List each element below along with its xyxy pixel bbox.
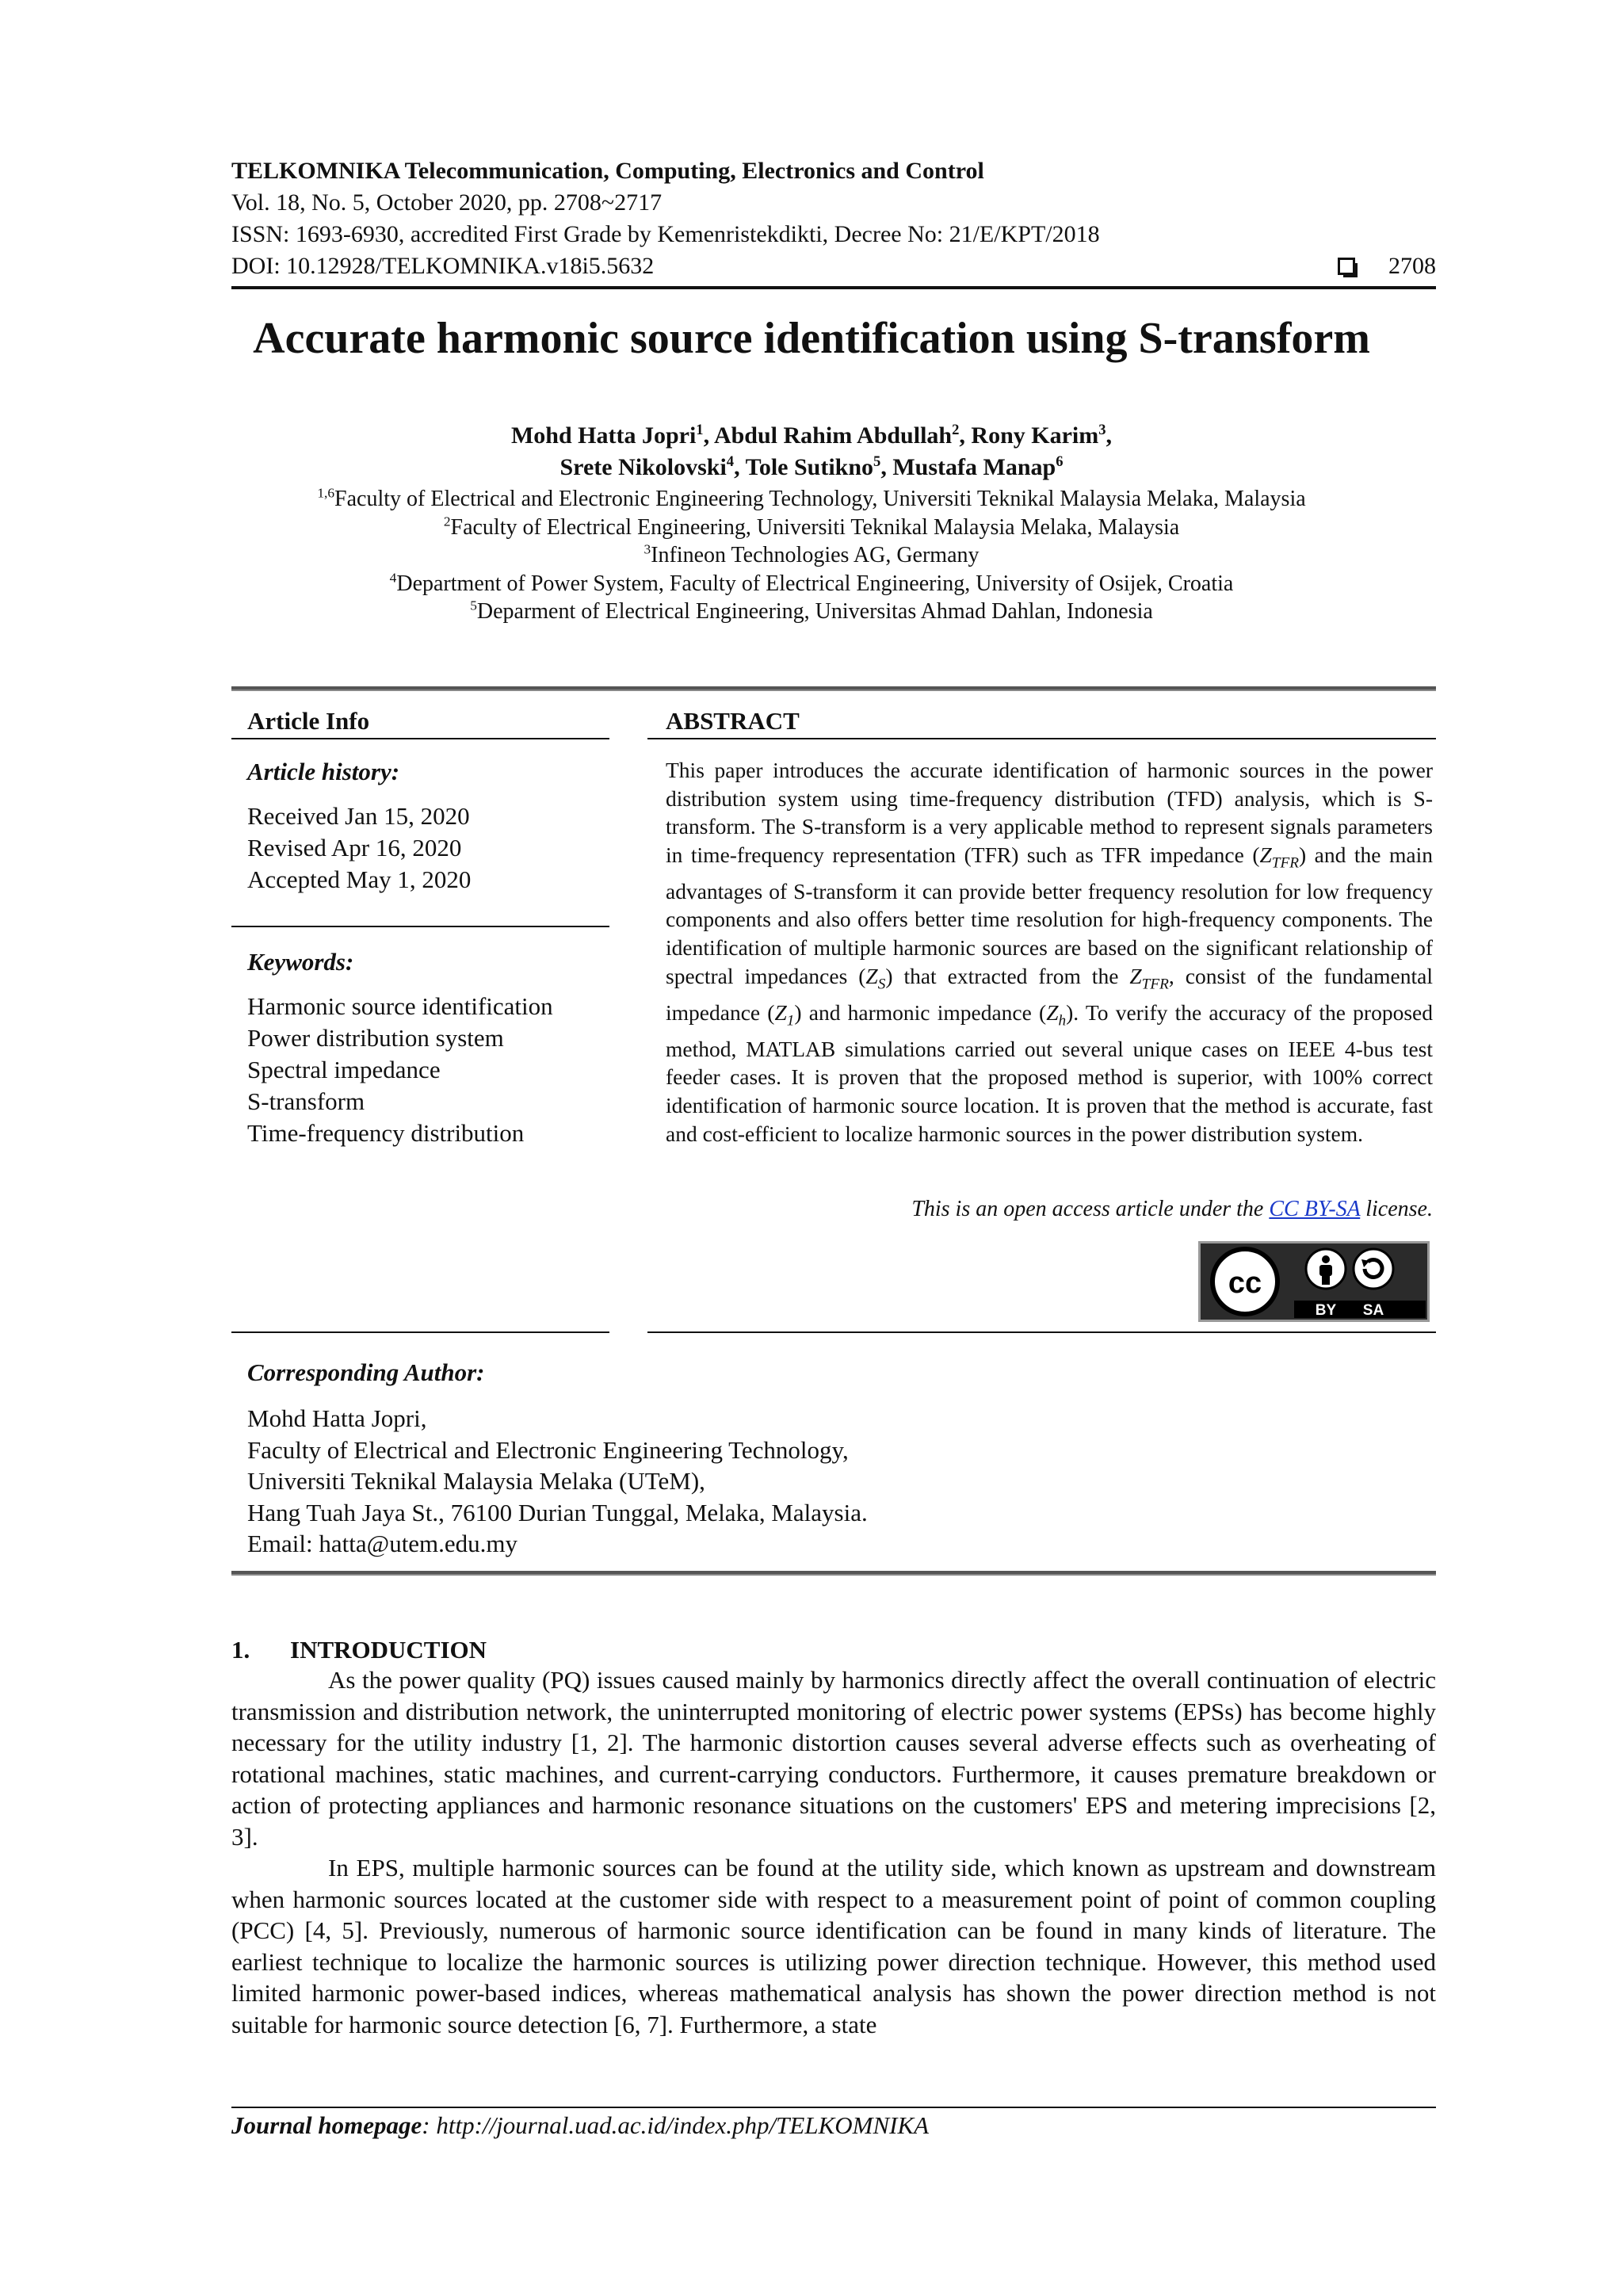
keyword: S-transform [247, 1087, 365, 1115]
keyword: Time-frequency distribution [247, 1119, 525, 1147]
history-revised: Revised Apr 16, 2020 [247, 834, 462, 861]
corresponding-author-heading: Corresponding Author: [247, 1358, 485, 1386]
symbol-subscript: TFR [1141, 976, 1169, 993]
author-separator: , [1106, 422, 1113, 449]
affiliation-text: Deparment of Electrical Engineering, Universitas Ahmad Dahlan, Indonesia [476, 599, 1153, 624]
author-list [0, 420, 1623, 483]
history-accepted: Accepted May 1, 2020 [247, 865, 472, 893]
corresponding-address: Hang Tuah Jaya St., 76100 Durian Tunggal, Melaka, Malaysia. [247, 1498, 868, 1526]
journal-name: TELKOMNIKA Telecommunication, Computing, Electronics and Control [231, 158, 984, 184]
article-history-heading: Article history: [247, 758, 400, 785]
affiliation [0, 541, 1623, 570]
info-column-bottom-rule [231, 1331, 609, 1333]
journal-issn: ISSN: 1693-6930, accredited First Grade by Kemenristekdikti, Decree No: 21/E/KPT/2018 [231, 221, 1100, 247]
corresponding-author-details [247, 1403, 868, 1560]
affiliation-sup: 2 [443, 514, 451, 529]
abstract-heading: ABSTRACT [666, 707, 800, 735]
paragraph: In EPS, multiple harmonic sources can be found at the utility side, which known as upstream and downstream when harmonic sources located at the customer side with respect to a measurement point of point of common coupling (PCC) [4, 5]. Previously, numerous of harmonic source identification can be found in many kinds of literature. The earliest technique to localize the harmonic sources is utilizing power direction technique. However, this method used limited harmonic power-based indices, whereas mathematical analysis has shown the power direction method is not suitable for harmonic source detection [6, 7]. Furthermore, a state [231, 1854, 1436, 2038]
corresponding-university: Universiti Teknikal Malaysia Melaka (UTeM), [247, 1467, 705, 1495]
homepage-url[interactable]: : http://journal.uad.ac.id/index.php/TELKOMNIKA [422, 2111, 930, 2139]
square-bullet-icon [1338, 258, 1355, 275]
history-received: Received Jan 15, 2020 [247, 802, 470, 830]
affiliation-sup: 4 [389, 570, 397, 586]
author-name: Srete Nikolovski [559, 454, 727, 480]
journal-doi[interactable]: DOI: 10.12928/TELKOMNIKA.v18i5.5632 [231, 253, 655, 279]
symbol-z: Z [865, 963, 878, 988]
corresponding-email[interactable]: Email: hatta@utem.edu.my [247, 1530, 518, 1557]
journal-header [231, 155, 1436, 282]
affiliation [0, 514, 1623, 542]
share-alike-icon [1354, 1249, 1393, 1289]
section-number: 1. [231, 1636, 250, 1664]
abstract-segment: ) that extracted from the [885, 963, 1130, 988]
author-affil-sup: 1 [696, 422, 704, 438]
cc-by-sa-badge[interactable] [1198, 1241, 1430, 1322]
corresponding-name: Mohd Hatta Jopri, [247, 1404, 427, 1432]
keyword-list [247, 991, 553, 1149]
author-separator: , [880, 454, 893, 480]
article-info-rule [231, 738, 609, 739]
keyword: Harmonic source identification [247, 992, 553, 1020]
symbol-z-1 [774, 999, 795, 1030]
section-heading-introduction [231, 1636, 487, 1664]
author-affil-sup: 4 [726, 453, 735, 470]
symbol-subscript: TFR [1271, 854, 1300, 872]
symbol-z: Z [1259, 842, 1272, 867]
affiliation [0, 485, 1623, 514]
author-affil-sup: 3 [1098, 422, 1106, 438]
author-separator: , [959, 422, 972, 449]
journal-homepage [231, 2111, 929, 2140]
author-affil-sup: 5 [873, 453, 881, 470]
footer-rule [231, 2107, 1436, 2108]
symbol-z-tfr [1129, 963, 1169, 993]
symbol-z-tfr [1259, 842, 1300, 872]
keyword: Spectral impedance [247, 1056, 441, 1083]
header-rule [231, 286, 1436, 289]
cc-badge-graphic [1201, 1244, 1427, 1320]
keywords-rule [231, 926, 609, 927]
symbol-subscript: 1 [786, 1012, 795, 1030]
symbol-z-h [1046, 999, 1067, 1030]
paragraph: As the power quality (PQ) issues caused mainly by harmonics directly affect the overall continuation of electric transmission and distribution network, the uninterrupted monitoring of electric power systems (EPSs) has become highly necessary for the utility industry [1, 2]. The harmonic distortion causes several adverse effects such as overheating of rotational machines, static machines, and current-carrying conductors. Furthermore, it causes premature breakdown or action of protecting appliances and harmonic resonance situations on the customers' EPS and metering imprecisions [2, 3]. [231, 1666, 1436, 1851]
abstract-segment: ) and harmonic impedance ( [794, 999, 1047, 1025]
sa-label: SA [1362, 1302, 1384, 1319]
author-affil-sup: 2 [952, 422, 960, 438]
keyword: Power distribution system [247, 1024, 504, 1052]
affiliation-text: Department of Power System, Faculty of Electrical Engineering, University of Osijek, Croatia [396, 571, 1234, 596]
abstract-segment: ). To verify the accuracy of the proposed method, MATLAB simulations carried out several unique cases on IEEE 4-bus test feeder cases. It is proven that the proposed method is superior, with 100% correct identification of harmonic source location. It is proven that the method is accurate, fast and cost-efficient to localize harmonic sources in the power distribution system. [666, 999, 1433, 1146]
author-name: Tole Sutikno [745, 454, 874, 480]
license-suffix: license. [1360, 1197, 1433, 1221]
affiliation-sup: 3 [643, 541, 651, 557]
abstract-segment: ) and the main advantages of S-transform it can provide better frequency resolution for low frequency components and also offers better time resolution for high-frequency components. The identification of multiple harmonic sources are based on the significant relationship of spectral impedances ( [666, 842, 1433, 988]
affiliation [0, 570, 1623, 598]
affiliation-sup: 5 [470, 598, 477, 613]
homepage-label: Journal homepage [231, 2111, 422, 2139]
abstract-segment: , consist of the fundamental impedance ( [666, 963, 1433, 1025]
section-title: INTRODUCTION [290, 1636, 487, 1664]
author-name: Mustafa Manap [892, 454, 1056, 480]
abstract-rule [647, 738, 1436, 739]
author-separator: , [734, 454, 746, 480]
corresponding-faculty: Faculty of Electrical and Electronic Engineering Technology, [247, 1435, 849, 1464]
info-box-bottom-rule [231, 1571, 1436, 1576]
affiliation-text: Faculty of Electrical and Electronic Engineering Technology, Universiti Teknikal Malaysia Melaka, Malaysia [334, 487, 1306, 511]
article-info-heading: Article Info [247, 707, 370, 735]
affiliation-list [0, 485, 1623, 626]
author-name: Mohd Hatta Jopri [510, 422, 697, 449]
symbol-z-s [865, 963, 886, 993]
symbol-subscript: S [877, 976, 886, 993]
by-label: BY [1315, 1302, 1337, 1319]
license-prefix: This is an open access article under the [911, 1197, 1270, 1221]
open-access-note [666, 1197, 1433, 1222]
author-name: Rony Karim [971, 422, 1099, 449]
abstract-segment: This paper introduces the accurate identification of harmonic sources in the power distribution system using time-frequency distribution (TFD) analysis, which is S-transform. The S-transform is a very applicable method to represent signals parameters in time-frequency representation (TFR) such as TFR impedance ( [666, 758, 1433, 867]
journal-volume: Vol. 18, No. 5, October 2020, pp. 2708~2717 [231, 189, 663, 216]
paper-title: Accurate harmonic source identification using S-transform [253, 314, 1370, 363]
symbol-subscript: h [1058, 1012, 1067, 1030]
abstract-bottom-rule [647, 1331, 1436, 1333]
info-box-top-rule [231, 686, 1436, 691]
article-history [247, 800, 471, 896]
page-number: 2708 [1388, 253, 1436, 279]
cc-icon-text: cc [1228, 1266, 1262, 1300]
keywords-heading: Keywords: [247, 948, 354, 976]
author-name: Abdul Rahim Abdullah [713, 422, 953, 449]
introduction-body [231, 1664, 1436, 2040]
affiliation-text: Faculty of Electrical Engineering, Universiti Teknikal Malaysia Melaka, Malaysia [450, 514, 1180, 540]
affiliation-sup: 1,6 [317, 485, 335, 501]
symbol-z: Z [1046, 999, 1059, 1025]
author-affil-sup: 6 [1056, 453, 1064, 470]
symbol-z: Z [774, 999, 787, 1025]
cc-by-sa-link[interactable]: CC BY-SA [1269, 1197, 1361, 1221]
abstract-text [666, 756, 1433, 1148]
author-separator: , [703, 422, 714, 449]
symbol-z: Z [1129, 963, 1142, 988]
affiliation [0, 598, 1623, 626]
affiliation-text: Infineon Technologies AG, Germany [651, 543, 980, 567]
